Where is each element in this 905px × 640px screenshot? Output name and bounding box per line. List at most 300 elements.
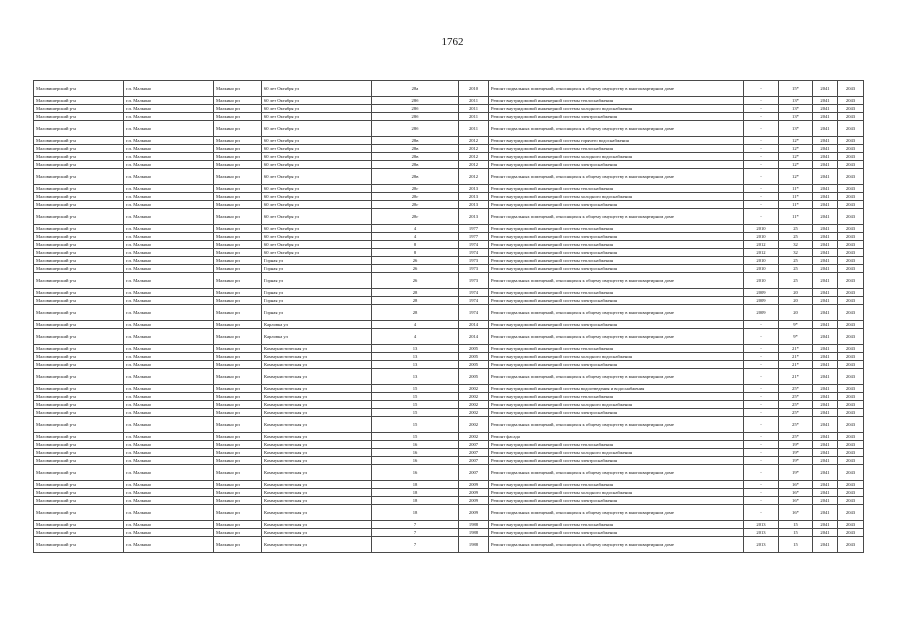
- table-cell: г.п. Малкино: [124, 297, 214, 305]
- table-cell: г.п. Малкино: [124, 353, 214, 361]
- table-cell: 2041: [813, 193, 838, 201]
- table-cell: 2043: [838, 257, 864, 265]
- table-cell: 15: [372, 409, 459, 417]
- table-cell: 2010: [459, 81, 489, 97]
- table-cell: Малкино рп: [214, 393, 262, 401]
- table-cell: Ремонт подвальных помещений, относящихся к общему имуществу в многоквартирном доме: [489, 81, 744, 97]
- table-cell: г.п. Малкино: [124, 97, 214, 105]
- table-cell: г.п. Малкино: [124, 529, 214, 537]
- table-cell: г.п. Малкино: [124, 489, 214, 497]
- table-cell: 2043: [838, 225, 864, 233]
- table-cell: 2043: [838, 321, 864, 329]
- table-cell: 2041: [813, 393, 838, 401]
- table-cell: 2009: [744, 297, 779, 305]
- table-cell: г.п. Малкино: [124, 137, 214, 145]
- table-cell: Маловишерский р-н: [34, 409, 124, 417]
- table-cell: 12*: [779, 153, 813, 161]
- table-cell: Маловишерский р-н: [34, 185, 124, 193]
- table-cell: Маловишерский р-н: [34, 225, 124, 233]
- table-cell: Ремонт внутридомовой инженерной системы электроснабжения: [489, 361, 744, 369]
- table-cell: 1988: [459, 537, 489, 553]
- table-cell: 12*: [779, 145, 813, 153]
- table-cell: 2011: [459, 113, 489, 121]
- table-cell: 2043: [838, 529, 864, 537]
- table-cell: 2043: [838, 353, 864, 361]
- table-cell: 1977: [459, 225, 489, 233]
- table-cell: г.п. Малкино: [124, 145, 214, 153]
- table-cell: -: [744, 185, 779, 193]
- table-cell: 2041: [813, 465, 838, 481]
- table-cell: Ремонт внутридомовой инженерной системы теплоснабжения: [489, 145, 744, 153]
- table-cell: 60 лет Октября ул: [262, 249, 372, 257]
- table-cell: 2041: [813, 305, 838, 321]
- table-cell: -: [744, 193, 779, 201]
- table-cell: Коммунистическая ул: [262, 433, 372, 441]
- table-cell: Маловишерский р-н: [34, 297, 124, 305]
- table-cell: Малкино рп: [214, 361, 262, 369]
- table-cell: Ремонт внутридомовой инженерной системы теплоснабжения: [489, 289, 744, 297]
- table-cell: 16*: [779, 505, 813, 521]
- table-cell: -: [744, 137, 779, 145]
- table-cell: Малкино рп: [214, 249, 262, 257]
- table-cell: -: [744, 489, 779, 497]
- table-cell: 60 лет Октября ул: [262, 193, 372, 201]
- table-cell: 2007: [459, 457, 489, 465]
- table-row: [34, 265, 864, 273]
- table-cell: Малкино рп: [214, 369, 262, 385]
- table-cell: 2043: [838, 537, 864, 553]
- table-cell: Коммунистическая ул: [262, 521, 372, 529]
- table-cell: 1977: [459, 233, 489, 241]
- table-cell: 2041: [813, 433, 838, 441]
- table-cell: 2010: [744, 265, 779, 273]
- table-cell: Малкино рп: [214, 97, 262, 105]
- table-cell: 16: [372, 465, 459, 481]
- table-row: [34, 241, 864, 249]
- table-cell: Малкино рп: [214, 305, 262, 321]
- table-cell: Коммунистическая ул: [262, 345, 372, 353]
- table-cell: 2041: [813, 153, 838, 161]
- table-row: [34, 441, 864, 449]
- table-cell: Маловишерский р-н: [34, 257, 124, 265]
- table-cell: 2043: [838, 433, 864, 441]
- table-cell: 2043: [838, 329, 864, 345]
- table-cell: Малкино рп: [214, 497, 262, 505]
- table-cell: Ремонт внутридомовой инженерной системы электроснабжения: [489, 233, 744, 241]
- table-cell: 11*: [779, 209, 813, 225]
- table-cell: Маловишерский р-н: [34, 329, 124, 345]
- table-cell: 16*: [779, 481, 813, 489]
- table-cell: 8: [372, 249, 459, 257]
- table-cell: 1974: [459, 297, 489, 305]
- table-row: [34, 289, 864, 297]
- table-cell: 2013: [459, 193, 489, 201]
- table-row: [34, 249, 864, 257]
- table-cell: 2041: [813, 329, 838, 345]
- table-cell: Горная ул: [262, 297, 372, 305]
- table-cell: Маловишерский р-н: [34, 305, 124, 321]
- table-cell: Ремонт внутридомовой инженерной системы электроснабжения: [489, 321, 744, 329]
- table-cell: Ремонт внутридомовой инженерной системы электроснабжения: [489, 529, 744, 537]
- table-cell: Ремонт внутридомовой инженерной системы электроснабжения: [489, 297, 744, 305]
- table-cell: 15: [372, 385, 459, 393]
- table-cell: 2013: [744, 529, 779, 537]
- table-cell: 2041: [813, 537, 838, 553]
- table-row: [34, 345, 864, 353]
- table-cell: 2043: [838, 145, 864, 153]
- table-cell: Коммунистическая ул: [262, 481, 372, 489]
- table-cell: 1974: [459, 289, 489, 297]
- table-cell: 28: [372, 305, 459, 321]
- table-cell: Ремонт внутридомовой инженерной системы электроснабжения: [489, 409, 744, 417]
- table-cell: 25: [779, 225, 813, 233]
- table-cell: 60 лет Октября ул: [262, 161, 372, 169]
- table-cell: 20: [779, 289, 813, 297]
- table-cell: Ремонт внутридомовой инженерной системы теплоснабжения: [489, 185, 744, 193]
- table-cell: г.п. Малкино: [124, 81, 214, 97]
- table-cell: 2043: [838, 369, 864, 385]
- table-cell: Малкино рп: [214, 161, 262, 169]
- table-cell: 13: [372, 345, 459, 353]
- table-cell: 7: [372, 537, 459, 553]
- table-cell: Горная ул: [262, 289, 372, 297]
- table-row: [34, 529, 864, 537]
- table-cell: Малкино рп: [214, 409, 262, 417]
- table-cell: 2005: [459, 361, 489, 369]
- table-cell: г.п. Малкино: [124, 465, 214, 481]
- table-cell: г.п. Малкино: [124, 153, 214, 161]
- table-cell: 2041: [813, 289, 838, 297]
- table-cell: г.п. Малкино: [124, 185, 214, 193]
- table-cell: 15: [372, 417, 459, 433]
- page-number: 1762: [441, 36, 464, 48]
- table-cell: 2043: [838, 297, 864, 305]
- table-cell: Малкино рп: [214, 457, 262, 465]
- table-row: [34, 497, 864, 505]
- table-cell: Коммунистическая ул: [262, 529, 372, 537]
- table-cell: Малкино рп: [214, 537, 262, 553]
- table-cell: Малкино рп: [214, 169, 262, 185]
- table-cell: Ремонт внутридомовой инженерной системы электроснабжения: [489, 113, 744, 121]
- table-row: [34, 185, 864, 193]
- table-cell: г.п. Малкино: [124, 113, 214, 121]
- table-cell: Ремонт внутридомовой инженерной системы теплоснабжения: [489, 521, 744, 529]
- table-cell: г.п. Малкино: [124, 209, 214, 225]
- table-cell: Маловишерский р-н: [34, 249, 124, 257]
- table-cell: 25: [779, 273, 813, 289]
- table-cell: 2012: [744, 249, 779, 257]
- table-body: [34, 81, 864, 553]
- table-row: [34, 409, 864, 417]
- table-cell: 2043: [838, 121, 864, 137]
- table-row: [34, 105, 864, 113]
- table-cell: 2041: [813, 97, 838, 105]
- table-cell: 2041: [813, 385, 838, 393]
- table-cell: Ремонт подвальных помещений, относящихся к общему имуществу в многоквартирном доме: [489, 417, 744, 433]
- table-cell: Ремонт внутридомовой инженерной системы холодного водоснабжения: [489, 449, 744, 457]
- table-cell: Коммунистическая ул: [262, 457, 372, 465]
- table-cell: -: [744, 201, 779, 209]
- table-cell: Ремонт подвальных помещений, относящихся к общему имуществу в многоквартирном доме: [489, 305, 744, 321]
- table-cell: Малкино рп: [214, 505, 262, 521]
- table-cell: 2041: [813, 417, 838, 433]
- table-cell: 2043: [838, 209, 864, 225]
- table-cell: 2012: [459, 137, 489, 145]
- table-cell: 2041: [813, 81, 838, 97]
- table-cell: 21*: [779, 369, 813, 385]
- table-cell: 25: [779, 233, 813, 241]
- table-row: [34, 297, 864, 305]
- table-row: [34, 201, 864, 209]
- table-cell: 4: [372, 321, 459, 329]
- table-cell: 2043: [838, 161, 864, 169]
- table-cell: 2005: [459, 345, 489, 353]
- table-cell: 28в: [372, 161, 459, 169]
- table-cell: Ремонт подвальных помещений, относящихся к общему имуществу в многоквартирном доме: [489, 537, 744, 553]
- table-cell: Малкино рп: [214, 121, 262, 137]
- table-cell: 25*: [779, 393, 813, 401]
- table-row: [34, 233, 864, 241]
- table-cell: 11*: [779, 185, 813, 193]
- table-cell: 2043: [838, 193, 864, 201]
- table-cell: 9*: [779, 329, 813, 345]
- table-cell: г.п. Малкино: [124, 497, 214, 505]
- table-cell: Коммунистическая ул: [262, 385, 372, 393]
- table-cell: 2012: [459, 169, 489, 185]
- table-cell: 2043: [838, 505, 864, 521]
- table-cell: 13*: [779, 105, 813, 113]
- table-cell: 19*: [779, 449, 813, 457]
- table-cell: 2041: [813, 201, 838, 209]
- table-cell: 2002: [459, 417, 489, 433]
- table-cell: Коммунистическая ул: [262, 353, 372, 361]
- table-row: [34, 169, 864, 185]
- table-cell: 2041: [813, 121, 838, 137]
- table-cell: 2043: [838, 401, 864, 409]
- table-cell: -: [744, 345, 779, 353]
- table-cell: 2041: [813, 297, 838, 305]
- table-cell: 15: [779, 537, 813, 553]
- table-row: [34, 225, 864, 233]
- table-row: [34, 257, 864, 265]
- table-cell: 1973: [459, 273, 489, 289]
- table-cell: 16*: [779, 497, 813, 505]
- table-cell: 2043: [838, 457, 864, 465]
- table-cell: 2041: [813, 161, 838, 169]
- table-cell: г.п. Малкино: [124, 417, 214, 433]
- table-cell: 13*: [779, 113, 813, 121]
- table-cell: 2041: [813, 145, 838, 153]
- table-cell: 2043: [838, 153, 864, 161]
- table-cell: -: [744, 121, 779, 137]
- table-cell: г.п. Малкино: [124, 449, 214, 457]
- table-cell: Ремонт внутридомовой инженерной системы холодного водоснабжения: [489, 193, 744, 201]
- table-row: [34, 465, 864, 481]
- table-cell: 2041: [813, 257, 838, 265]
- table-cell: Ремонт внутридомовой инженерной системы холодного водоснабжения: [489, 401, 744, 409]
- table-cell: 18: [372, 505, 459, 521]
- table-cell: 15: [779, 521, 813, 529]
- table-cell: 26: [372, 273, 459, 289]
- table-cell: 2041: [813, 321, 838, 329]
- table-cell: г.п. Малкино: [124, 385, 214, 393]
- table-cell: Маловишерский р-н: [34, 489, 124, 497]
- table-cell: Ремонт внутридомовой инженерной системы водоотведения и водоснабжения: [489, 385, 744, 393]
- table-row: [34, 393, 864, 401]
- table-cell: Малкино рп: [214, 401, 262, 409]
- table-cell: Коммунистическая ул: [262, 401, 372, 409]
- table-cell: г.п. Малкино: [124, 201, 214, 209]
- table-cell: 2013: [744, 537, 779, 553]
- table-cell: Горная ул: [262, 257, 372, 265]
- table-cell: 2007: [459, 465, 489, 481]
- table-cell: Ремонт подвальных помещений, относящихся к общему имуществу в многоквартирном доме: [489, 121, 744, 137]
- table-cell: 2043: [838, 233, 864, 241]
- table-cell: 2043: [838, 361, 864, 369]
- table-cell: Маловишерский р-н: [34, 361, 124, 369]
- table-cell: Ремонт внутридомовой инженерной системы холодного водоснабжения: [489, 489, 744, 497]
- table-row: [34, 417, 864, 433]
- table-row: [34, 321, 864, 329]
- table-cell: 60 лет Октября ул: [262, 169, 372, 185]
- table-cell: -: [744, 321, 779, 329]
- table-row: [34, 145, 864, 153]
- table-cell: Малкино рп: [214, 529, 262, 537]
- table-cell: 2012: [744, 241, 779, 249]
- table-cell: г.п. Малкино: [124, 369, 214, 385]
- table-cell: 15: [372, 401, 459, 409]
- table-cell: 2009: [744, 289, 779, 297]
- table-cell: -: [744, 81, 779, 97]
- table-cell: -: [744, 497, 779, 505]
- table-cell: 2043: [838, 265, 864, 273]
- table-cell: 2041: [813, 169, 838, 185]
- table-cell: 2043: [838, 169, 864, 185]
- table-cell: 2041: [813, 209, 838, 225]
- table-cell: 2043: [838, 113, 864, 121]
- table-cell: 11*: [779, 201, 813, 209]
- table-cell: Маловишерский р-н: [34, 153, 124, 161]
- table-cell: 2041: [813, 497, 838, 505]
- table-cell: Ремонт внутридомовой инженерной системы электроснабжения: [489, 249, 744, 257]
- table-cell: 20: [779, 305, 813, 321]
- table-cell: Малкино рп: [214, 257, 262, 265]
- table-cell: 4: [372, 225, 459, 233]
- table-cell: 2009: [459, 489, 489, 497]
- table-cell: -: [744, 369, 779, 385]
- table-cell: Маловишерский р-н: [34, 81, 124, 97]
- table-cell: 28г: [372, 185, 459, 193]
- table-cell: 28в: [372, 153, 459, 161]
- table-cell: 19*: [779, 441, 813, 449]
- table-cell: -: [744, 329, 779, 345]
- table-cell: Малкино рп: [214, 81, 262, 97]
- table-cell: 25*: [779, 385, 813, 393]
- table-cell: 2041: [813, 441, 838, 449]
- table-cell: г.п. Малкино: [124, 249, 214, 257]
- table-cell: 7: [372, 529, 459, 537]
- table-cell: 2043: [838, 417, 864, 433]
- table-cell: Малкино рп: [214, 289, 262, 297]
- table-cell: 15*: [779, 81, 813, 97]
- table-cell: Маловишерский р-н: [34, 137, 124, 145]
- table-cell: Коммунистическая ул: [262, 369, 372, 385]
- table-cell: Коммунистическая ул: [262, 537, 372, 553]
- table-cell: Маловишерский р-н: [34, 465, 124, 481]
- table-cell: Малкино рп: [214, 481, 262, 489]
- table-cell: 21*: [779, 361, 813, 369]
- table-cell: 13*: [779, 121, 813, 137]
- table-cell: Малкино рп: [214, 441, 262, 449]
- table-cell: -: [744, 153, 779, 161]
- table-cell: Ремонт внутридомовой инженерной системы электроснабжения: [489, 201, 744, 209]
- table-cell: 2041: [813, 273, 838, 289]
- table-cell: г.п. Малкино: [124, 505, 214, 521]
- table-cell: Ремонт внутридомовой инженерной системы теплоснабжения: [489, 393, 744, 401]
- table-cell: Ремонт внутридомовой инженерной системы электроснабжения: [489, 457, 744, 465]
- table-cell: 60 лет Октября ул: [262, 153, 372, 161]
- table-cell: 2012: [459, 161, 489, 169]
- table-cell: Маловишерский р-н: [34, 385, 124, 393]
- table-cell: 60 лет Октября ул: [262, 113, 372, 121]
- table-cell: 15: [372, 393, 459, 401]
- table-cell: 13: [372, 361, 459, 369]
- table-cell: 60 лет Октября ул: [262, 241, 372, 249]
- table-cell: 2043: [838, 393, 864, 401]
- table-cell: Маловишерский р-н: [34, 233, 124, 241]
- table-cell: 2007: [459, 449, 489, 457]
- table-row: [34, 433, 864, 441]
- table-row: [34, 97, 864, 105]
- table-cell: 11*: [779, 193, 813, 201]
- table-cell: 2043: [838, 521, 864, 529]
- table-cell: 28г: [372, 209, 459, 225]
- table-row: [34, 361, 864, 369]
- table-cell: -: [744, 97, 779, 105]
- table-cell: Ремонт подвальных помещений, относящихся к общему имуществу в многоквартирном доме: [489, 273, 744, 289]
- table-cell: г.п. Малкино: [124, 161, 214, 169]
- table-cell: 1973: [459, 265, 489, 273]
- table-cell: 2014: [459, 329, 489, 345]
- table-cell: Малкино рп: [214, 433, 262, 441]
- table-cell: 2043: [838, 241, 864, 249]
- table-cell: Малкино рп: [214, 193, 262, 201]
- table-cell: 28б: [372, 121, 459, 137]
- table-cell: г.п. Малкино: [124, 433, 214, 441]
- table-cell: 1988: [459, 529, 489, 537]
- table-cell: Ремонт внутридомовой инженерной системы холодного водоснабжения: [489, 153, 744, 161]
- table-cell: Горная ул: [262, 305, 372, 321]
- table-cell: Ремонт внутридомовой инженерной системы электроснабжения: [489, 161, 744, 169]
- table-cell: 2043: [838, 345, 864, 353]
- table-row: [34, 161, 864, 169]
- table-cell: Малкино рп: [214, 241, 262, 249]
- table-cell: Ремонт внутридомовой инженерной системы горячего водоснабжения: [489, 137, 744, 145]
- table-cell: г.п. Малкино: [124, 361, 214, 369]
- table-cell: 2009: [744, 305, 779, 321]
- table-cell: 60 лет Октября ул: [262, 81, 372, 97]
- table-cell: 2041: [813, 353, 838, 361]
- table-cell: Коммунистическая ул: [262, 409, 372, 417]
- table-cell: Маловишерский р-н: [34, 529, 124, 537]
- table-cell: Малкино рп: [214, 273, 262, 289]
- table-cell: Коммунистическая ул: [262, 449, 372, 457]
- table-cell: Коммунистическая ул: [262, 441, 372, 449]
- table-cell: 21*: [779, 353, 813, 361]
- table-cell: -: [744, 417, 779, 433]
- table-row: [34, 353, 864, 361]
- table-cell: 25*: [779, 433, 813, 441]
